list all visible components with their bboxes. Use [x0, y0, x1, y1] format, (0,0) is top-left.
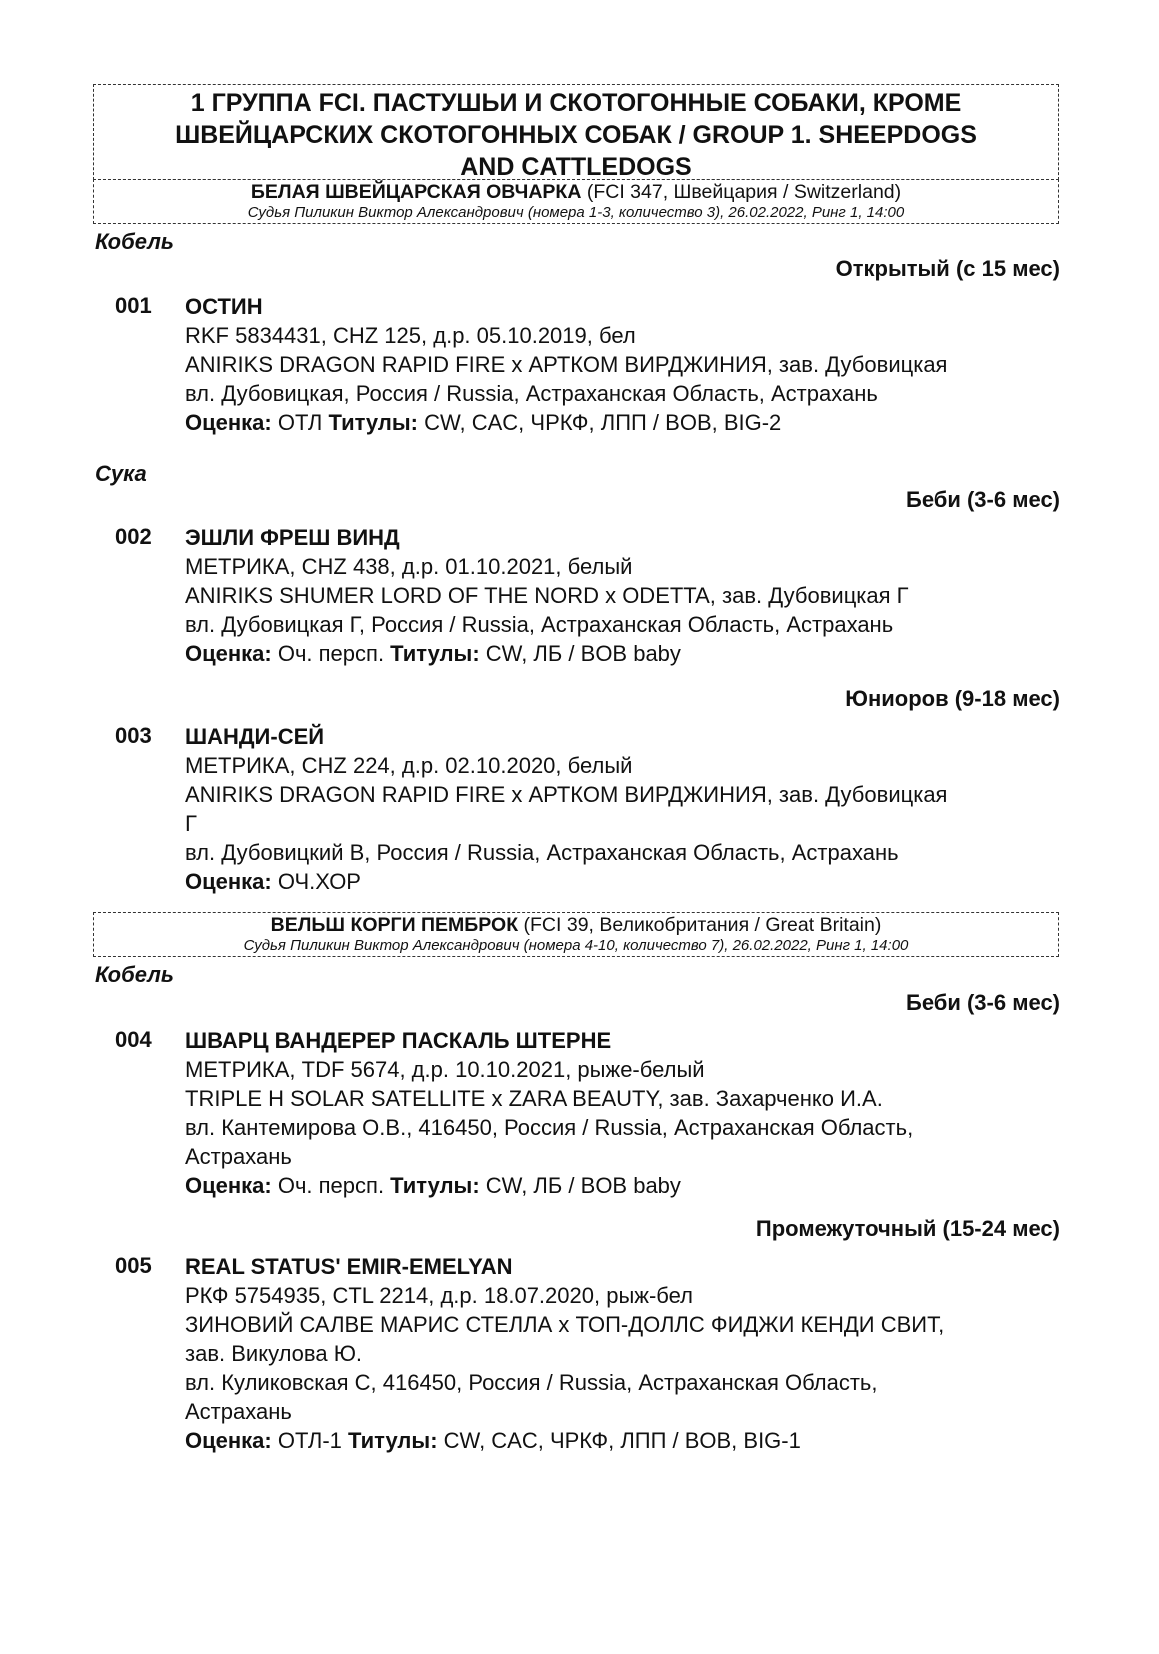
class-heading: Беби (3-6 мес)	[906, 990, 1060, 1015]
grade-value: ОТЛ	[271, 410, 329, 435]
sex-heading: Кобель	[95, 962, 174, 987]
titles-value: CW, ЛБ / BOB baby	[479, 1173, 681, 1198]
group-title-line: AND CATTLEDOGS	[460, 153, 692, 181]
grade-value: Оч. персп.	[271, 641, 391, 666]
dog-name: ШВАРЦ ВАНДЕРЕР ПАСКАЛЬ ШТЕРНЕ	[185, 1028, 612, 1053]
dog-registration: МЕТРИКА, CHZ 438, д.р. 01.10.2021, белый	[185, 554, 633, 579]
grade-value: Оч. персп.	[271, 1173, 391, 1198]
entry-number: 004	[115, 1027, 152, 1052]
breed-line	[94, 913, 1058, 937]
dog-owner: вл. Дубовицкая Г, Россия / Russia, Астраханская Область, Астрахань	[185, 612, 894, 637]
breed-info: (FCI 39, Великобритания / Great Britain)	[518, 914, 882, 936]
entry-body	[185, 1252, 1065, 1455]
entry-number: 003	[115, 723, 152, 748]
class-heading: Юниоров (9-18 мес)	[845, 686, 1060, 711]
dog-result	[185, 408, 1065, 437]
dog-owner-cont: Астрахань	[185, 1399, 292, 1424]
dog-owner: вл. Дубовицкая, Россия / Russia, Астраханская Область, Астрахань	[185, 381, 878, 406]
sex-heading: Сука	[95, 461, 147, 486]
titles-label: Титулы:	[390, 1173, 480, 1198]
breed-name: БЕЛАЯ ШВЕЙЦАРСКАЯ ОВЧАРКА	[250, 181, 582, 203]
entry-body	[185, 292, 1065, 437]
breed-info: (FCI 347, Швейцария / Switzerland)	[581, 181, 902, 203]
class-heading: Беби (3-6 мес)	[906, 487, 1060, 512]
titles-value: CW, CAC, ЧРКФ, ЛПП / BOB, BIG-1	[437, 1428, 801, 1453]
group-title-box	[93, 84, 1059, 180]
dog-parents: ANIRIKS SHUMER LORD OF THE NORD x ODETTA, зав. Дубовицкая Г	[185, 583, 909, 608]
dog-owner: вл. Кантемирова О.В., 416450, Россия / Russia, Астраханская Область,	[185, 1115, 914, 1140]
titles-label: Титулы:	[328, 410, 418, 435]
grade-label: Оценка:	[185, 869, 272, 894]
dog-owner-cont: Астрахань	[185, 1144, 292, 1169]
dog-registration: МЕТРИКА, TDF 5674, д.р. 10.10.2021, рыже-белый	[185, 1057, 705, 1082]
dog-name: REAL STATUS' EMIR-EMELYAN	[185, 1254, 513, 1279]
dog-result	[185, 1426, 1065, 1455]
dog-registration: РКФ 5754935, CTL 2214, д.р. 18.07.2020, рыж-бел	[185, 1283, 693, 1308]
dog-parents-cont: Г	[185, 811, 197, 836]
dog-registration: RKF 5834431, CHZ 125, д.р. 05.10.2019, бел	[185, 323, 636, 348]
breed-line	[94, 180, 1058, 204]
grade-label: Оценка:	[185, 1428, 272, 1453]
entry-body	[185, 1026, 1065, 1200]
dog-result	[185, 639, 1065, 668]
dog-name: ШАНДИ-СЕЙ	[185, 724, 325, 749]
dog-owner: вл. Дубовицкий В, Россия / Russia, Астраханская Область, Астрахань	[185, 840, 899, 865]
class-heading: Промежуточный (15-24 мес)	[755, 1216, 1060, 1241]
entry-body	[185, 722, 1065, 896]
group-title-line: 1 ГРУППА FCI. ПАСТУШЬИ И СКОТОГОННЫЕ СОБАКИ, КРОМЕ	[190, 89, 962, 117]
entry-number: 002	[115, 524, 152, 549]
dog-parents: ЗИНОВИЙ САЛВЕ МАРИС СТЕЛЛА x ТОП-ДОЛЛС ФИДЖИ КЕНДИ СВИТ,	[185, 1312, 945, 1337]
dog-parents: TRIPLE H SOLAR SATELLITE x ZARA BEAUTY, зав. Захарченко И.А.	[185, 1086, 883, 1111]
dog-parents-cont: зав. Викулова Ю.	[185, 1341, 363, 1366]
dog-name: ОСТИН	[185, 294, 263, 319]
titles-value: CW, ЛБ / BOB baby	[479, 641, 681, 666]
dog-owner: вл. Куликовская С, 416450, Россия / Russia, Астраханская Область,	[185, 1370, 878, 1395]
breed-header	[93, 179, 1059, 224]
entry-body	[185, 523, 1065, 668]
class-heading: Открытый (с 15 мес)	[835, 256, 1060, 281]
judge-info: Судья Пиликин Виктор Александрович (номера 1-3, количество 3), 26.02.2022, Ринг 1, 14:00	[247, 204, 905, 221]
grade-value: ОЧ.ХОР	[271, 869, 361, 894]
titles-label: Титулы:	[348, 1428, 438, 1453]
titles-value: CW, CAC, ЧРКФ, ЛПП / BOB, BIG-2	[417, 410, 782, 435]
dog-registration: МЕТРИКА, CHZ 224, д.р. 02.10.2020, белый	[185, 753, 633, 778]
dog-result	[185, 867, 1065, 896]
grade-label: Оценка:	[185, 1173, 272, 1198]
dog-name: ЭШЛИ ФРЕШ ВИНД	[185, 525, 400, 550]
dog-result	[185, 1171, 1065, 1200]
judge-info: Судья Пиликин Виктор Александрович (номера 4-10, количество 7), 26.02.2022, Ринг 1, 14:00	[243, 937, 909, 954]
grade-value: ОТЛ-1	[271, 1428, 349, 1453]
entry-number: 001	[115, 293, 152, 318]
sex-heading: Кобель	[95, 229, 174, 254]
dog-parents: ANIRIKS DRAGON RAPID FIRE x АРТКОМ ВИРДЖИНИЯ, зав. Дубовицкая	[185, 352, 948, 377]
titles-label: Титулы:	[390, 641, 480, 666]
entry-number: 005	[115, 1253, 152, 1278]
grade-label: Оценка:	[185, 641, 272, 666]
group-title-line: ШВЕЙЦАРСКИХ СКОТОГОННЫХ СОБАК / GROUP 1. SHEEPDOGS	[175, 121, 977, 149]
breed-header	[93, 912, 1059, 957]
dog-parents: ANIRIKS DRAGON RAPID FIRE x АРТКОМ ВИРДЖИНИЯ, зав. Дубовицкая	[185, 782, 948, 807]
grade-label: Оценка:	[185, 410, 272, 435]
breed-name: ВЕЛЬШ КОРГИ ПЕМБРОК	[270, 914, 519, 936]
